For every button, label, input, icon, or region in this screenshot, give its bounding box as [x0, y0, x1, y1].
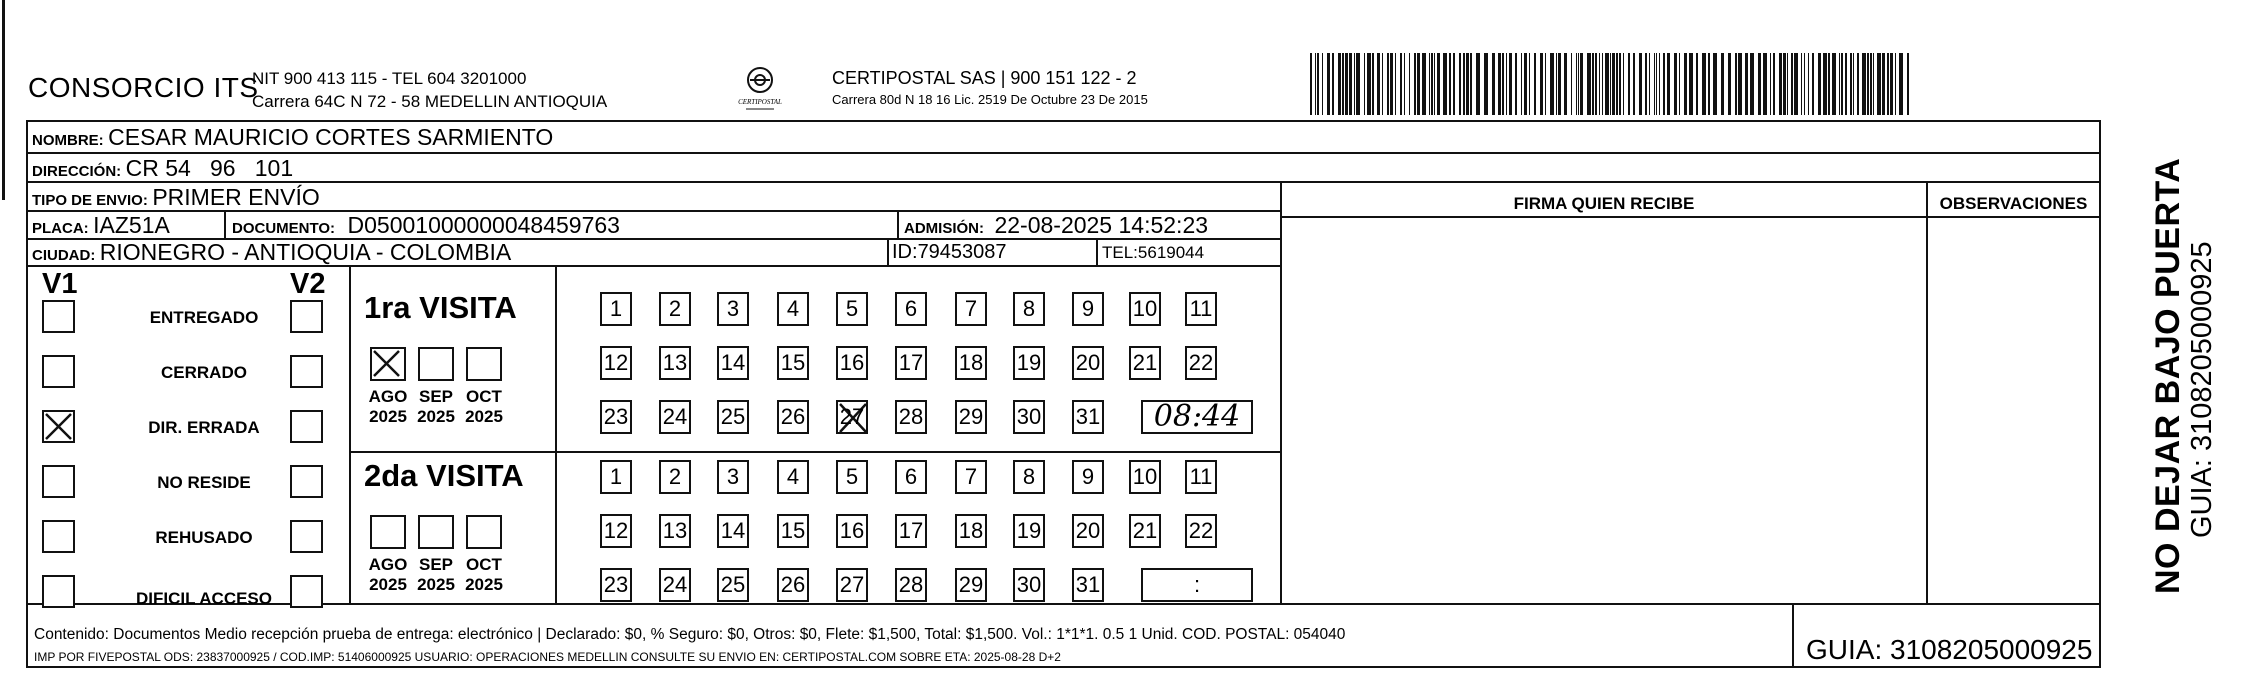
barcode-bar	[1317, 53, 1319, 115]
barcode-bar	[1645, 53, 1647, 115]
status-label: DIFICIL ACCESO	[135, 589, 272, 608]
barcode-bar	[1616, 53, 1618, 115]
barcode-bar	[1434, 53, 1435, 115]
second-visit-month-label	[456, 555, 512, 595]
barcode-bar	[1605, 53, 1609, 115]
logo-text: CERTIPOSTAL	[738, 98, 782, 106]
barcode-bar	[1656, 53, 1657, 115]
barcode-bar	[1521, 53, 1522, 115]
second-visit-day-box[interactable]: 14	[717, 514, 749, 548]
tel-value: 5619044	[1137, 243, 1205, 262]
admision-label: ADMISIÓN:	[904, 220, 984, 237]
barcode-bar	[1659, 53, 1660, 115]
status-label: NO RESIDE	[157, 473, 251, 492]
company-address-line: Carrera 64C N 72 - 58 MEDELLIN ANTIOQUIA	[252, 92, 608, 111]
barcode-bar	[1327, 53, 1330, 115]
placa-label: PLACA:	[32, 220, 89, 237]
print-info-line: IMP POR FIVEPOSTAL ODS: 23837000925 / COD.IMP: 51406000925 USUARIO: OPERACIONES MEDELLIN CONSULTE SU ENVIO EN: CERTIPOSTAL.COM SOBRE ETA: 2025-08-28 D+2	[34, 650, 1061, 664]
second-visit-day-box[interactable]: 23	[600, 568, 632, 602]
barcode-bar	[1377, 53, 1380, 115]
barcode-bar	[1354, 53, 1355, 115]
barcode-bar	[1612, 53, 1615, 115]
status-v1-checkbox[interactable]	[42, 575, 75, 608]
first-visit-day-box[interactable]: 5	[836, 292, 868, 326]
barcode-bar	[1679, 53, 1680, 115]
second-visit-day-box[interactable]: 21	[1129, 514, 1161, 548]
status-v1-checkbox[interactable]	[42, 300, 75, 333]
barcode-bar	[1818, 53, 1821, 115]
month-name: SEP	[418, 387, 454, 406]
barcode-bar	[1429, 53, 1430, 115]
first-visit-day-box[interactable]: 18	[955, 346, 987, 380]
observations-area[interactable]	[1930, 220, 2098, 600]
barcode-bar	[1564, 53, 1567, 115]
barcode-bar	[1823, 53, 1827, 115]
direccion-value: CR 54 96 101	[125, 155, 294, 181]
guide-form	[26, 120, 2101, 668]
firma-header: FIRMA QUIEN RECIBE	[1513, 194, 1695, 213]
barcode-bar	[1387, 53, 1389, 115]
second-visit-day-box[interactable]: 8	[1013, 460, 1045, 494]
certipostal-logo-icon	[728, 62, 792, 116]
month-name: OCT	[466, 387, 502, 406]
first-visit-day-box[interactable]: 13	[659, 346, 691, 380]
contents-line: Contenido: Documentos Medio recepción prueba de entrega: electrónico | Declarado: $0, % Seguro: $0, Otros: $0, Flete: $1,500, Total: $1,500. Vol.: 1*1*1. 0.5 1 Unid. COD. POSTAL: 054040	[34, 626, 1346, 643]
month-name: OCT	[466, 555, 502, 574]
barcode-bar	[1867, 53, 1869, 115]
second-visit-day-box[interactable]: 22	[1185, 514, 1217, 548]
barcode-bar	[1649, 53, 1650, 115]
barcode-bar	[1459, 53, 1461, 115]
first-visit-time-box[interactable]: 08:44	[1141, 400, 1253, 434]
barcode-bar	[1728, 53, 1731, 115]
barcode-bar	[1599, 53, 1600, 115]
observaciones-header: OBSERVACIONES	[1939, 194, 2088, 213]
status-v2-checkbox[interactable]	[290, 300, 323, 333]
barcode-bar	[1770, 53, 1771, 115]
barcode-bar	[1779, 53, 1782, 115]
barcode-bar	[1773, 53, 1775, 115]
second-visit-day-box[interactable]: 25	[717, 568, 749, 602]
barcode-bar	[1783, 53, 1786, 115]
barcode-bar	[1804, 53, 1805, 115]
barcode-bar	[1907, 53, 1909, 115]
barcode-bar	[1674, 53, 1677, 115]
barcode-bar	[1628, 53, 1630, 115]
barcode-bar	[1895, 53, 1896, 115]
barcode-bar	[1414, 53, 1416, 115]
first-visit-day-box[interactable]: 25	[717, 400, 749, 434]
barcode-bar	[1524, 53, 1527, 115]
barcode-bar	[1689, 53, 1693, 115]
barcode-bar	[1623, 53, 1624, 115]
barcode-bar	[1684, 53, 1687, 115]
ciudad-value: RIONEGRO - ANTIOQUIA - COLOMBIA	[99, 239, 512, 265]
v2-header: V2	[290, 268, 326, 300]
barcode-bar	[1745, 53, 1748, 115]
first-visit-day-box[interactable]: 20	[1072, 346, 1104, 380]
barcode-bar	[1390, 53, 1393, 115]
first-visit-day-box[interactable]: 11	[1185, 292, 1217, 326]
barcode-bar	[1571, 53, 1572, 115]
barcode-bar	[1470, 53, 1472, 115]
first-visit-day-box[interactable]: 26	[777, 400, 809, 434]
nombre-label: NOMBRE:	[32, 132, 104, 149]
first-visit-day-box[interactable]: 27	[836, 400, 868, 434]
second-visit-month-checkbox[interactable]	[466, 515, 502, 549]
barcode-bar	[1841, 53, 1843, 115]
first-visit-day-box[interactable]: 8	[1013, 292, 1045, 326]
barcode-bar	[1400, 53, 1402, 115]
status-v1-checkbox[interactable]	[42, 410, 75, 443]
first-visit-day-box[interactable]: 28	[895, 400, 927, 434]
status-v2-checkbox[interactable]	[290, 575, 323, 608]
first-visit-day-box[interactable]: 14	[717, 346, 749, 380]
second-visit-day-box[interactable]: 4	[777, 460, 809, 494]
first-visit-day-box[interactable]: 29	[955, 400, 987, 434]
barcode-bar	[1310, 53, 1312, 115]
barcode-bar	[1787, 53, 1788, 115]
barcode-bar	[1696, 53, 1698, 115]
status-v2-checkbox[interactable]	[290, 465, 323, 498]
placa-value: IAZ51A	[93, 212, 170, 238]
barcode-bar	[1578, 53, 1579, 115]
month-year: 2025	[369, 575, 407, 594]
ciudad-field	[32, 239, 511, 266]
second-visit-day-box[interactable]: 28	[895, 568, 927, 602]
barcode-bar	[1484, 53, 1488, 115]
first-visit-day-box[interactable]: 30	[1013, 400, 1045, 434]
second-visit-day-box[interactable]: 31	[1072, 568, 1104, 602]
second-visit-day-box[interactable]: 26	[777, 568, 809, 602]
second-visit-day-box[interactable]: 16	[836, 514, 868, 548]
barcode-bar	[1595, 53, 1597, 115]
barcode-bar	[1315, 53, 1316, 115]
barcode-bar	[1449, 53, 1451, 115]
status-v1-checkbox[interactable]	[42, 355, 75, 388]
side-vertical-text	[2150, 158, 2218, 594]
barcode-bar	[1466, 53, 1469, 115]
barcode-bar	[1702, 53, 1706, 115]
barcode-bar	[1498, 53, 1501, 115]
month-name: AGO	[368, 555, 408, 574]
barcode-bar	[1342, 53, 1344, 115]
barcode-bar	[1453, 53, 1455, 115]
barcode-bar	[1639, 53, 1642, 115]
first-visit-day-box[interactable]: 15	[777, 346, 809, 380]
page-edge-line	[2, 0, 5, 200]
barcode-bar	[1515, 53, 1517, 115]
direccion-row	[32, 155, 293, 182]
second-visit-day-box[interactable]: 3	[717, 460, 749, 494]
barcode	[1310, 53, 1913, 115]
second-visit-day-box[interactable]: 6	[895, 460, 927, 494]
barcode-bar	[1506, 53, 1507, 115]
barcode-bar	[1356, 53, 1360, 115]
company-contact	[252, 67, 607, 113]
barcode-bar	[1367, 53, 1371, 115]
barcode-bar	[1663, 53, 1665, 115]
documento-label: DOCUMENTO:	[232, 220, 336, 237]
barcode-bar	[1502, 53, 1504, 115]
second-visit-day-box[interactable]: 20	[1072, 514, 1104, 548]
documento-field	[232, 212, 620, 239]
barcode-bar	[1349, 53, 1352, 115]
carrier-name-line: CERTIPOSTAL SAS | 900 151 122 - 2	[832, 68, 1137, 88]
barcode-bar	[1509, 53, 1512, 115]
first-visit-day-box[interactable]: 9	[1072, 292, 1104, 326]
barcode-bar	[1713, 53, 1717, 115]
barcode-bar	[1882, 53, 1885, 115]
barcode-bar	[1619, 53, 1621, 115]
status-v1-checkbox[interactable]	[42, 465, 75, 498]
second-visit-day-box[interactable]: 19	[1013, 514, 1045, 548]
status-v2-checkbox[interactable]	[290, 520, 323, 553]
first-visit-day-box[interactable]: 2	[659, 292, 691, 326]
first-visit-day-box[interactable]: 6	[895, 292, 927, 326]
second-visit-month-checkbox[interactable]	[418, 515, 454, 549]
barcode-bar	[1633, 53, 1635, 115]
tipo-envio-row	[32, 184, 320, 211]
second-visit-day-box[interactable]: 1	[600, 460, 632, 494]
barcode-bar	[1576, 53, 1577, 115]
barcode-bar	[1417, 53, 1420, 115]
first-visit-month-checkbox[interactable]	[418, 347, 454, 381]
first-visit-day-box[interactable]: 1	[600, 292, 632, 326]
barcode-bar	[1409, 53, 1410, 115]
barcode-bar	[1443, 53, 1447, 115]
barcode-bar	[1832, 53, 1836, 115]
guia-number-footer: GUIA: 3108205000925	[1806, 634, 2093, 665]
barcode-bar	[1890, 53, 1893, 115]
barcode-bar	[1667, 53, 1670, 115]
barcode-bar	[1721, 53, 1724, 115]
nombre-row	[32, 124, 553, 151]
barcode-bar	[1610, 53, 1611, 115]
status-label: REHUSADO	[155, 528, 253, 547]
status-label: ENTREGADO	[149, 308, 259, 327]
barcode-bar	[1602, 53, 1603, 115]
documento-value: D05001000000048459763	[347, 212, 620, 238]
barcode-bar	[1808, 53, 1809, 115]
barcode-bar	[1395, 53, 1396, 115]
barcode-bar	[1763, 53, 1767, 115]
barcode-bar	[1364, 53, 1365, 115]
first-visit-day-box[interactable]: 16	[836, 346, 868, 380]
second-visit-day-box[interactable]: 30	[1013, 568, 1045, 602]
second-visit-day-box[interactable]: 24	[659, 568, 691, 602]
barcode-bar	[1540, 53, 1543, 115]
tel-field	[1102, 243, 1204, 263]
admision-value: 22-08-2025 14:52:23	[994, 212, 1209, 238]
barcode-bar	[1587, 53, 1591, 115]
barcode-bar	[1431, 53, 1433, 115]
second-visit-month-checkbox[interactable]	[370, 515, 406, 549]
tipo-envio-value: PRIMER ENVÍO	[152, 184, 320, 210]
barcode-bar	[1404, 53, 1405, 115]
admision-field	[904, 212, 1208, 239]
barcode-bar	[1422, 53, 1426, 115]
barcode-bar	[1580, 53, 1583, 115]
company-name: CONSORCIO ITS	[28, 72, 259, 103]
first-visit-day-box[interactable]: 19	[1013, 346, 1045, 380]
month-year: 2025	[369, 407, 407, 426]
barcode-bar	[1899, 53, 1903, 115]
carrier-info	[832, 67, 1148, 111]
status-label: DIR. ERRADA	[148, 418, 260, 437]
barcode-bar	[1812, 53, 1814, 115]
first-visit-day-box[interactable]: 22	[1185, 346, 1217, 380]
direccion-label: DIRECCIÓN:	[32, 163, 122, 180]
month-name: AGO	[368, 387, 408, 406]
barcode-bar	[1558, 53, 1561, 115]
barcode-bar	[1556, 53, 1557, 115]
barcode-bar	[1534, 53, 1536, 115]
barcode-bar	[1857, 53, 1859, 115]
second-visit-day-box[interactable]: 27	[836, 568, 868, 602]
barcode-bar	[1529, 53, 1530, 115]
barcode-bar	[1476, 53, 1480, 115]
second-visit-day-box[interactable]: 5	[836, 460, 868, 494]
second-visit-day-box[interactable]: 10	[1129, 460, 1161, 494]
barcode-bar	[1850, 53, 1852, 115]
second-visit-day-box[interactable]: 17	[895, 514, 927, 548]
first-visit-month-checkbox[interactable]	[370, 347, 406, 381]
barcode-bar	[1794, 53, 1798, 115]
month-year: 2025	[465, 575, 503, 594]
second-visit-day-box[interactable]: 11	[1185, 460, 1217, 494]
barcode-bar	[1738, 53, 1742, 115]
carrier-license-line: Carrera 80d N 18 16 Lic. 2519 De Octubre 23 De 2015	[832, 92, 1148, 107]
barcode-bar	[1791, 53, 1793, 115]
second-visit-title: 2da VISITA	[364, 458, 524, 493]
second-visit-day-box[interactable]: 7	[955, 460, 987, 494]
barcode-bar	[1845, 53, 1847, 115]
first-visit-day-box[interactable]: 23	[600, 400, 632, 434]
barcode-bar	[1758, 53, 1761, 115]
second-visit-day-box[interactable]: 9	[1072, 460, 1104, 494]
barcode-bar	[1873, 53, 1874, 115]
first-visit-day-box[interactable]: 12	[600, 346, 632, 380]
barcode-bar	[1862, 53, 1866, 115]
first-visit-month-checkbox[interactable]	[466, 347, 502, 381]
tipo-envio-label: TIPO DE ENVIO:	[32, 192, 148, 209]
first-visit-day-box[interactable]: 7	[955, 292, 987, 326]
barcode-bar	[1437, 53, 1440, 115]
id-label: ID:	[892, 241, 918, 263]
signature-area[interactable]	[1284, 220, 1924, 600]
barcode-bar	[1592, 53, 1594, 115]
first-visit-day-box[interactable]: 4	[777, 292, 809, 326]
month-name: SEP	[418, 555, 454, 574]
barcode-bar	[1750, 53, 1754, 115]
second-visit-day-box[interactable]: 13	[659, 514, 691, 548]
first-visit-month-label	[456, 387, 512, 427]
barcode-bar	[1839, 53, 1840, 115]
barcode-bar	[1345, 53, 1348, 115]
nombre-value: CESAR MAURICIO CORTES SARMIENTO	[108, 124, 554, 150]
first-visit-day-box[interactable]: 3	[717, 292, 749, 326]
barcode-bar	[1463, 53, 1465, 115]
second-visit-day-box[interactable]: 15	[777, 514, 809, 548]
barcode-bar	[1870, 53, 1872, 115]
second-visit-day-box[interactable]: 12	[600, 514, 632, 548]
month-year: 2025	[417, 407, 455, 426]
second-visit-time-box[interactable]: :	[1141, 568, 1253, 602]
barcode-bar	[1332, 53, 1334, 115]
barcode-bar	[1801, 53, 1802, 115]
barcode-bar	[1735, 53, 1737, 115]
first-visit-day-box[interactable]: 21	[1129, 346, 1161, 380]
barcode-bar	[1828, 53, 1830, 115]
barcode-bar	[1382, 53, 1383, 115]
first-visit-day-box[interactable]: 17	[895, 346, 927, 380]
barcode-bar	[1372, 53, 1374, 115]
ciudad-label: CIUDAD:	[32, 247, 96, 264]
first-visit-day-box[interactable]: 24	[659, 400, 691, 434]
id-value: 79453087	[917, 241, 1007, 263]
side-guia-number: GUIA: 3108205000925	[2186, 241, 2218, 538]
barcode-bar	[1708, 53, 1710, 115]
barcode-bar	[1887, 53, 1889, 115]
tel-label: TEL:	[1102, 243, 1138, 262]
company-nit-line: NIT 900 413 115 - TEL 604 3201000	[252, 69, 527, 88]
second-visit-day-box[interactable]: 18	[955, 514, 987, 548]
second-visit-day-box[interactable]: 2	[659, 460, 691, 494]
month-year: 2025	[417, 575, 455, 594]
barcode-bar	[1877, 53, 1881, 115]
status-v1-checkbox[interactable]	[42, 520, 75, 553]
month-year: 2025	[465, 407, 503, 426]
barcode-bar	[1545, 53, 1546, 115]
second-visit-day-box[interactable]: 29	[955, 568, 987, 602]
barcode-bar	[1550, 53, 1554, 115]
first-visit-title: 1ra VISITA	[364, 290, 517, 325]
barcode-bar	[1654, 53, 1655, 115]
barcode-bar	[1492, 53, 1495, 115]
status-label: CERRADO	[161, 363, 247, 382]
first-visit-day-box[interactable]: 31	[1072, 400, 1104, 434]
placa-field	[32, 212, 170, 239]
barcode-bar	[1338, 53, 1341, 115]
barcode-bar	[1853, 53, 1854, 115]
id-field	[892, 241, 1007, 264]
no-dejar-warning: NO DEJAR BAJO PUERTA	[2149, 157, 2187, 594]
barcode-bar	[1322, 53, 1323, 115]
first-visit-day-box[interactable]: 10	[1129, 292, 1161, 326]
v1-header: V1	[42, 268, 78, 300]
status-v2-checkbox[interactable]	[290, 355, 323, 388]
status-v2-checkbox[interactable]	[290, 410, 323, 443]
